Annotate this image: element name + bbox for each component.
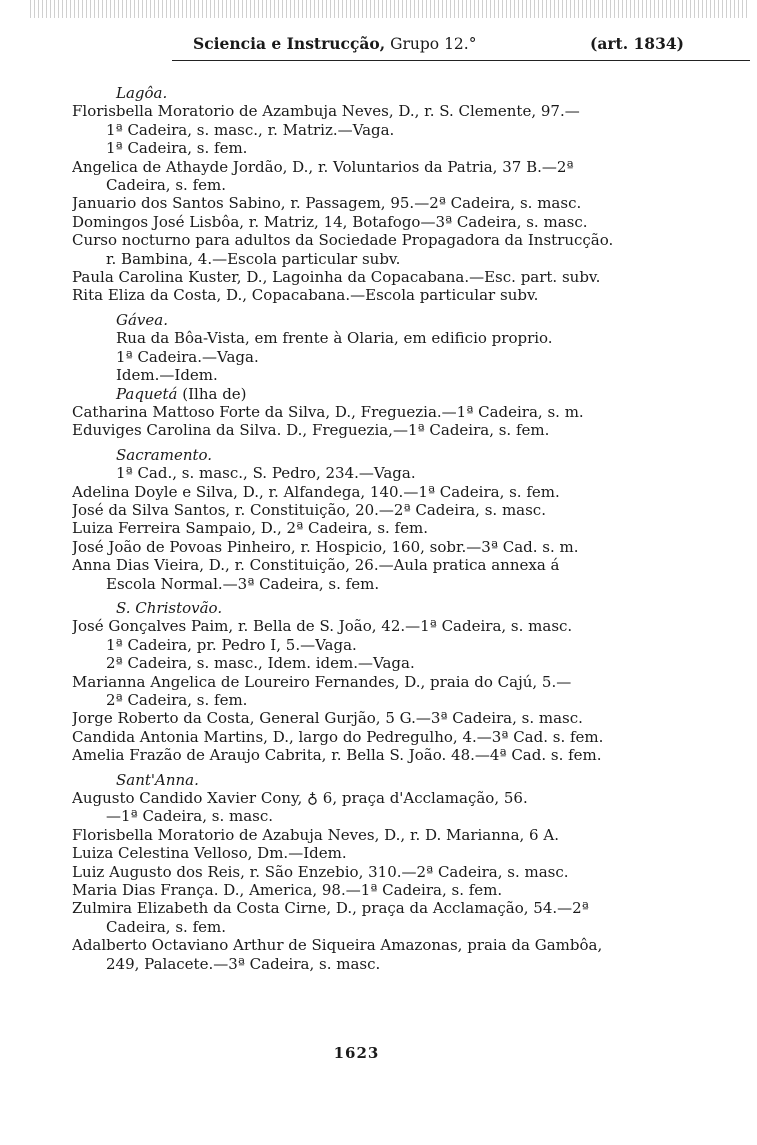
- header-group: Grupo 12.°: [390, 35, 477, 53]
- entry-line: r. Bambina, 4.—Escola particular subv.: [106, 249, 401, 268]
- entry-line: Augusto Candido Xavier Cony, ♁ 6, praça d'Acclamação, 56.: [72, 789, 528, 808]
- entry-line: Florisbella Moratorio de Azabuja Neves, D., r. D. Marianna, 6 A.: [72, 825, 559, 844]
- entry-line: Idem.—Idem.: [116, 366, 218, 385]
- entry-line: Curso nocturno para adultos da Sociedade Propagadora da Instrucção.: [72, 231, 614, 250]
- entry-line: 1ª Cadeira, s. fem.: [106, 139, 248, 158]
- scan-noise: [30, 0, 750, 18]
- directory-content: [72, 84, 724, 973]
- page-footer: [0, 1044, 757, 1062]
- section-title-text: Paquetá: [116, 384, 178, 403]
- entry-line: Angelica de Athayde Jordão, D., r. Voluntarios da Patria, 37 B.—2ª: [72, 157, 574, 176]
- header-title-text: Sciencia e Instrucção,: [193, 34, 386, 53]
- entry-line: Januario dos Santos Sabino, r. Passagem, 95.—2ª Cadeira, s. masc.: [72, 194, 582, 213]
- header-rule: [172, 60, 750, 61]
- entry-line: Eduviges Carolina da Silva. D., Freguezia,—1ª Cadeira, s. fem.: [72, 421, 550, 440]
- entry-line: Luiz Augusto dos Reis, r. São Enzebio, 310.—2ª Cadeira, s. masc.: [72, 862, 569, 881]
- entry-line: —1ª Cadeira, s. masc.: [106, 807, 274, 826]
- entry-line: Anna Dias Vieira, D., r. Constituição, 26.—Aula pratica annexa á: [72, 556, 560, 575]
- entry-line: 1ª Cadeira, pr. Pedro I, 5.—Vaga.: [106, 635, 357, 654]
- entry-line: Maria Dias França. D., America, 98.—1ª Cadeira, s. fem.: [72, 881, 503, 900]
- section-title: [72, 385, 724, 403]
- section-title-text: S. Christovão.: [116, 598, 223, 617]
- entry-line: Rita Eliza da Costa, D., Copacabana.—Escola particular subv.: [72, 286, 539, 305]
- entry-line: José da Silva Santos, r. Constituição, 20.—2ª Cadeira, s. masc.: [72, 500, 546, 519]
- header-title: [193, 34, 476, 53]
- section-title: [72, 771, 724, 789]
- entry-line: 2ª Cadeira, s. masc., Idem. idem.—Vaga.: [106, 654, 415, 673]
- entry-line: Cadeira, s. fem.: [106, 176, 226, 195]
- entry-line: Candida Antonia Martins, D., largo do Pedregulho, 4.—3ª Cad. s. fem.: [72, 727, 604, 746]
- entry-line: Escola Normal.—3ª Cadeira, s. fem.: [106, 574, 380, 593]
- entry-line: Catharina Mattoso Forte da Silva, D., Freguezia.—1ª Cadeira, s. m.: [72, 402, 584, 421]
- entry-line: Zulmira Elizabeth da Costa Cirne, D., praça da Acclamação, 54.—2ª: [72, 899, 589, 918]
- entry-line: 2ª Cadeira, s. fem.: [106, 691, 248, 709]
- section-title: [72, 599, 724, 617]
- entry-line: Luiza Celestina Velloso, Dm.—Idem.: [72, 844, 347, 863]
- entry-line: Adelina Doyle e Silva, D., r. Alfandega, 140.—1ª Cadeira, s. fem.: [72, 482, 560, 501]
- section-title-text: Lagôa.: [116, 84, 168, 102]
- header-article: (art. 1834): [590, 34, 684, 53]
- entry-line: Adalberto Octaviano Arthur de Siqueira Amazonas, praia da Gambôa,: [72, 936, 603, 955]
- section-title-text: Sacramento.: [116, 445, 213, 464]
- section-title: [72, 311, 724, 329]
- entry-line: Paula Carolina Kuster, D., Lagoinha da Copacabana.—Esc. part. subv.: [72, 268, 601, 287]
- section-title: [72, 84, 724, 102]
- page-number: 1623: [333, 1044, 380, 1062]
- entry-line: Cadeira, s. fem.: [106, 917, 226, 936]
- entry-line: José Gonçalves Paim, r. Bella de S. João, 42.—1ª Cadeira, s. masc.: [72, 617, 573, 636]
- entry-line: Luiza Ferreira Sampaio, D., 2ª Cadeira, s. fem.: [72, 519, 428, 538]
- entry-line: Jorge Roberto da Costa, General Gurjão, 5 G.—3ª Cadeira, s. masc.: [72, 709, 583, 728]
- entry-line: 1ª Cadeira.—Vaga.: [116, 347, 259, 366]
- section-title: [72, 446, 724, 464]
- entry-line: Amelia Frazão de Araujo Cabrita, r. Bella S. João. 48.—4ª Cad. s. fem.: [72, 746, 602, 765]
- entry-line: Domingos José Lisbôa, r. Matriz, 14, Botafogo—3ª Cadeira, s. masc.: [72, 212, 588, 231]
- entry-line: José João de Povoas Pinheiro, r. Hospicio, 160, sobr.—3ª Cad. s. m.: [72, 537, 579, 556]
- section-title-text: Gávea.: [116, 310, 168, 329]
- entry-line: Marianna Angelica de Loureiro Fernandes, D., praia do Cajú, 5.—: [72, 672, 572, 691]
- section-title-suffix: (Ilha de): [177, 384, 247, 403]
- entry-line: 1ª Cadeira, s. masc., r. Matriz.—Vaga.: [106, 120, 395, 139]
- entry-line: Rua da Bôa-Vista, em frente à Olaria, em edificio proprio.: [116, 329, 553, 348]
- entry-line: Florisbella Moratorio de Azambuja Neves, D., r. S. Clemente, 97.—: [72, 102, 580, 121]
- section-title-text: Sant'Anna.: [116, 770, 199, 789]
- running-header: [0, 34, 757, 56]
- entry-line: 249, Palacete.—3ª Cadeira, s. masc.: [106, 954, 381, 973]
- entry-line: 1ª Cad., s. masc., S. Pedro, 234.—Vaga.: [116, 464, 416, 483]
